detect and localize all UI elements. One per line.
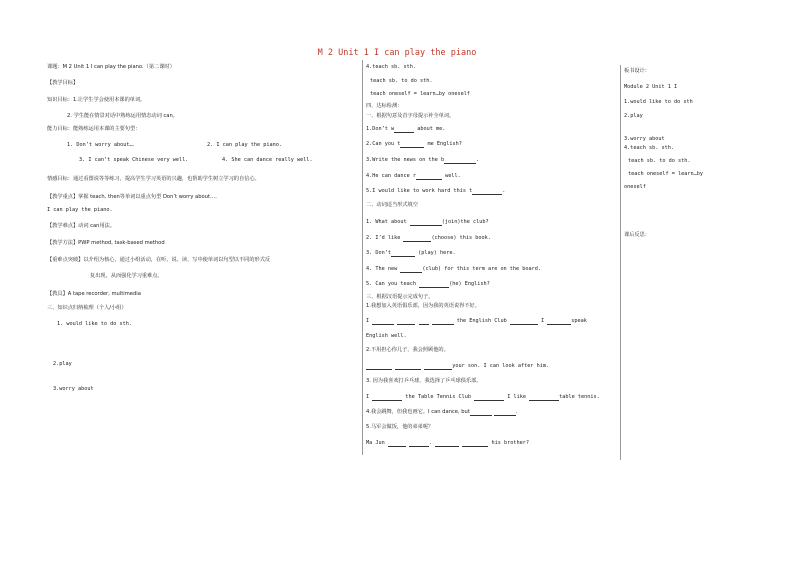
emotion-goal: 情感目标：通过看图说等等练习，提高学生学习英语的兴趣，也帮助学生树立学习的自信心。 [47, 176, 260, 182]
answer-blank[interactable] [388, 441, 406, 447]
section-heading: 三、知识点归纳梳理（个人/小组） [47, 305, 127, 311]
difficult-points: 【教学难点】动词 can用法。 [47, 223, 116, 229]
section-heading: 二、动词适当形式填空 [366, 202, 418, 208]
answer-blank[interactable] [472, 189, 502, 195]
teaching-aids: 【教具】A tape recorder, multimedia [47, 291, 141, 297]
board-item: 2.play [624, 113, 643, 119]
exercise-item: 4.He can dance r well. [366, 173, 461, 179]
exercise-item: English well. [366, 333, 407, 339]
answer-blank[interactable] [409, 441, 429, 447]
answer-blank[interactable] [394, 127, 414, 133]
answer-blank[interactable] [470, 410, 492, 416]
board-item: Module 2 Unit 1 I [624, 84, 678, 90]
answer-blank[interactable] [372, 319, 394, 325]
knowledge-item: 2.play [53, 361, 72, 367]
answer-blank[interactable] [462, 441, 488, 447]
answer-blank[interactable] [403, 236, 431, 242]
answer-blank[interactable] [529, 395, 559, 401]
answer-blank[interactable] [366, 364, 392, 370]
exercise-item: 1.Don’t w about me. [366, 126, 446, 132]
answer-blank[interactable] [397, 319, 415, 325]
exercise-item: Ma Jun . his brother? [366, 440, 529, 446]
exercise-item: 2.Can you t me English? [366, 141, 462, 147]
answer-blank[interactable] [391, 251, 415, 257]
key-points: 【教学重点】掌握 teach, then等单词以重点句型 Don’t worry about…． [47, 194, 221, 200]
teaching-method: 【教学方法】PWP method, task-based method [47, 240, 165, 246]
board-item: 1.would like to do sth [624, 99, 693, 105]
lesson-title: 课题：M 2 Unit 1 I can play the piano.（第二课时） [47, 64, 175, 70]
exercise-item: 2. I’d like (choose) this book. [366, 235, 491, 241]
exercise-item: 3.Write the news on the b . [366, 157, 480, 163]
column-divider [362, 60, 363, 455]
ability-goal: 能力目标：能熟练运用本课的主要句型： [47, 126, 141, 132]
exercise-prompt: 5.马军会做饭，他的弟弟呢？ [366, 424, 434, 430]
exercise-item: I the English Club I speak [366, 318, 587, 324]
key-sentence: I can play the piano. [47, 207, 113, 213]
board-item: 4.teach sb. sth. [624, 145, 674, 151]
answer-blank[interactable] [400, 267, 422, 273]
breakthrough: 【重难点突破】以介绍为核心，通过小组活动，在听、说、读、写中使单词以句型以不同的形式反 [47, 257, 271, 263]
answer-blank[interactable] [494, 410, 516, 416]
exercise-instruction: 一、根据句意及首字母提示补全单词。 [366, 113, 455, 119]
section-heading: 板书设计： [624, 68, 650, 74]
answer-blank[interactable] [400, 142, 424, 148]
page-title: M 2 Unit 1 I can play the piano [317, 48, 477, 58]
knowledge-item: 1. would like to do sth. [57, 321, 132, 327]
answer-blank[interactable] [372, 395, 402, 401]
breakthrough-cont: 复出现，从而强化学习重难点。 [90, 273, 163, 279]
sentence-pattern: 2. I can play the piano. [207, 142, 282, 148]
knowledge-goal-2: 2. 学生能在情景对话中熟练运用情态动词 can。 [67, 113, 178, 119]
answer-blank[interactable] [419, 282, 449, 288]
sentence-pattern: 1. Don’t worry about…． [67, 142, 138, 148]
answer-blank[interactable] [432, 319, 454, 325]
section-heading: 课后反思： [624, 232, 650, 238]
exercise-item: 3. Don’t (play) here. [366, 250, 456, 256]
section-heading: 三、根据汉语提示完成句子。 [366, 294, 434, 300]
knowledge-goal: 知识目标：1.让学生学会使用本课的单词。 [47, 97, 146, 103]
answer-blank[interactable] [395, 364, 421, 370]
knowledge-item: teach oneself = learn…by oneself [370, 91, 470, 97]
knowledge-item: 3.worry about [53, 386, 94, 392]
exercise-item: 4.我会跳舞，但我也画它。I can dance, but . [366, 409, 518, 415]
sentence-pattern: 4. She can dance really well. [222, 157, 313, 163]
board-item: 3.worry about [624, 136, 665, 142]
knowledge-item: teach sb. to do sth. [370, 78, 433, 84]
answer-blank[interactable] [547, 319, 571, 325]
knowledge-item: 4.teach sb. sth. [366, 64, 416, 70]
answer-blank[interactable] [419, 319, 429, 325]
sentence-pattern: 3. I can’t speak Chinese very well. [79, 157, 189, 163]
answer-blank[interactable] [424, 364, 452, 370]
exercise-prompt: 1.我想加入英语俱乐部，因为我的英语说得不好。 [366, 303, 480, 309]
answer-blank[interactable] [474, 395, 504, 401]
answer-blank[interactable] [510, 319, 538, 325]
exercise-item: I the Table Tennis Club I like table tennis. [366, 394, 600, 400]
answer-blank[interactable] [410, 220, 442, 226]
section-heading: 【教学目标】 [47, 80, 79, 86]
board-item: oneself [624, 184, 646, 190]
column-divider [620, 65, 621, 460]
exercise-item: 1. What about (join)the club? [366, 219, 489, 225]
answer-blank[interactable] [444, 158, 476, 164]
exercise-prompt: 2.不用担心你儿子，我会照顾他的。 [366, 347, 449, 353]
exercise-item: 4. The new (club) for this term are on the board. [366, 266, 542, 272]
exercise-item: 5.I would like to work hard this t . [366, 188, 506, 194]
exercise-prompt: 3. 因为我喜欢打乒乓球，我选择了乒乓球俱乐部。 [366, 378, 482, 384]
answer-blank[interactable] [435, 441, 459, 447]
answer-blank[interactable] [416, 174, 442, 180]
exercise-item: your son. I can look after him. [366, 363, 549, 370]
section-heading: 四、达标检测： [366, 103, 403, 109]
board-item: teach sb. to do sth. [628, 158, 691, 164]
board-item: teach oneself = learn…by [628, 171, 703, 177]
exercise-item: 5. Can you teach (he) English? [366, 281, 490, 287]
